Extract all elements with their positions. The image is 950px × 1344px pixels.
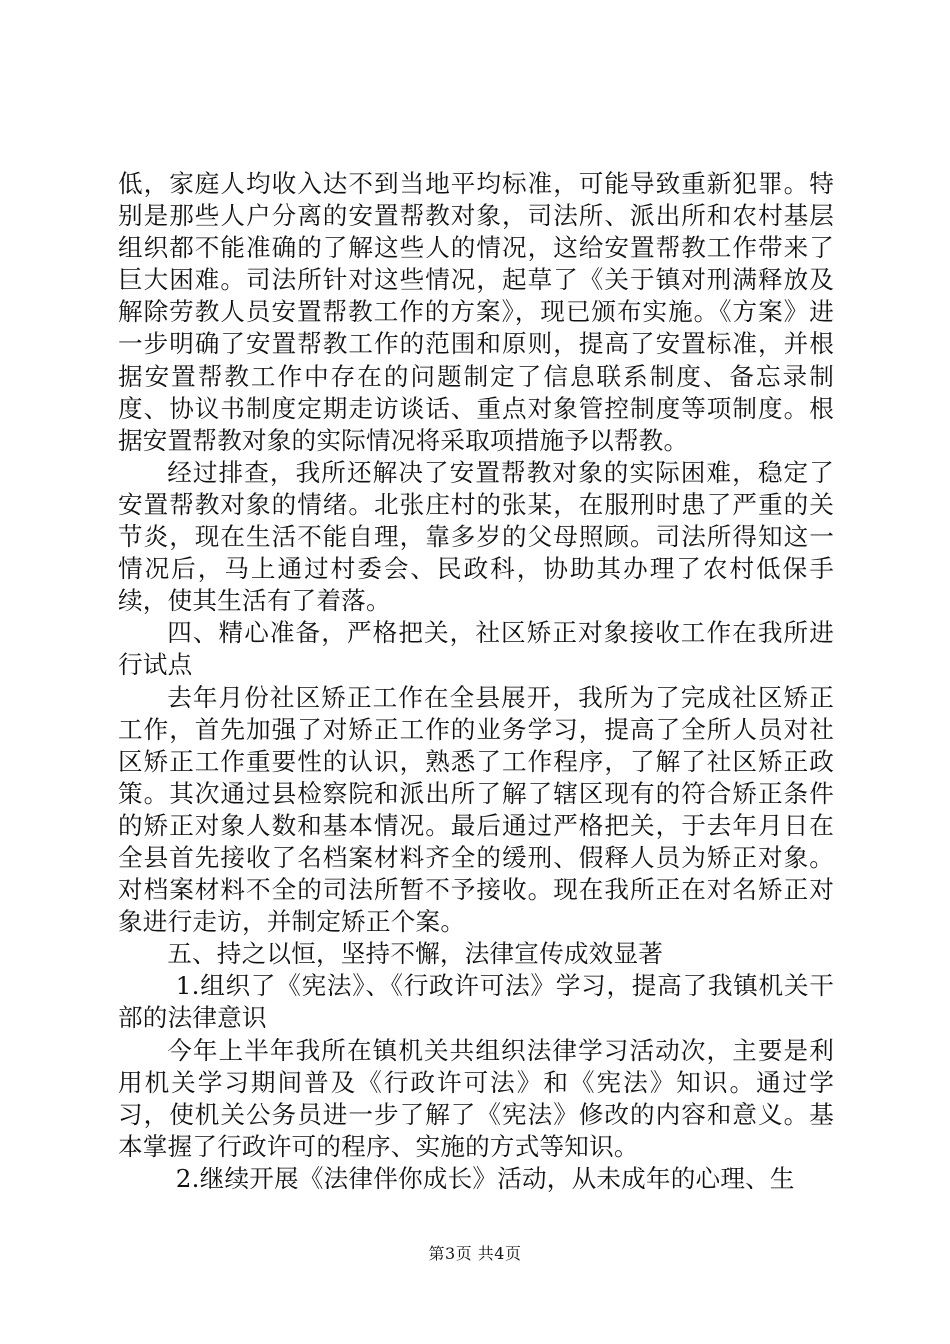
paragraph-1: 低，家庭人均收入达不到当地平均标准，可能导致重新犯罪。特别是那些人户分离的安置帮教对象，司法所、派出所和农村基层组织都不能准确的了解这些人的情况，这给安置帮教工作带来了巨大困难。司法所针对这些情况，起草了《关于镇对刑满释放及解除劳教人员安置帮教工作的方案》，现已颁布实施。《方案》进一步明确了安置帮教工作的范围和原则，提高了安置标准，并根据安置帮教工作中存在的问题制定了信息联系制度、备忘录制度、协议书制度定期走访谈话、重点对象管控制度等项制度。根据安置帮教对象的实际情况将采取项措施予以帮教。 <box>118 169 834 455</box>
section-heading-4: 四、精心准备，严格把关，社区矫正对象接收工作在我所进行试点 <box>118 618 834 680</box>
subheading-1: 1.组织了《宪法》、《行政许可法》学习，提高了我镇机关干部的法律意识 <box>118 971 834 1033</box>
document-body <box>118 168 834 1195</box>
paragraph-3: 去年月份社区矫正工作在全县展开，我所为了完成社区矫正工作，首先加强了对矫正工作的业务学习，提高了全所人员对社区矫正工作重要性的认识，熟悉了工作程序，了解了社区矫正政策。其次通过县检察院和派出所了解了辖区现有的符合矫正条件的矫正对象人数和基本情况。最后通过严格把关，于去年月日在全县首先接收了名档案材料齐全的缓刑、假释人员为矫正对象。对档案材料不全的司法所暂不予接收。现在我所正在对名矫正对象进行走访，并制定矫正个案。 <box>118 682 834 937</box>
paragraph-2: 经过排查，我所还解决了安置帮教对象的实际困难，稳定了安置帮教对象的情绪。北张庄村的张某，在服刑时患了严重的关节炎，现在生活不能自理，靠多岁的父母照顾。司法所得知这一情况后，马上通过村委会、民政科，协助其办理了农村低保手续，使其生活有了着落。 <box>118 457 834 616</box>
section-heading-5: 五、持之以恒，坚持不懈，法律宣传成效显著 <box>167 939 664 969</box>
page-number-footer: 第3页 共4页 <box>428 1244 522 1263</box>
subheading-2: 2.继续开展《法律伴你成长》活动，从未成年的心理、生 <box>175 1163 795 1193</box>
paragraph-4: 今年上半年我所在镇机关共组织法律学习活动次，主要是利用机关学习期间普及《行政许可法》和《宪法》知识。通过学习，使机关公务员进一步了解了《宪法》修改的内容和意义。基本掌握了行政许可的程序、实施的方式等知识。 <box>118 1035 834 1161</box>
